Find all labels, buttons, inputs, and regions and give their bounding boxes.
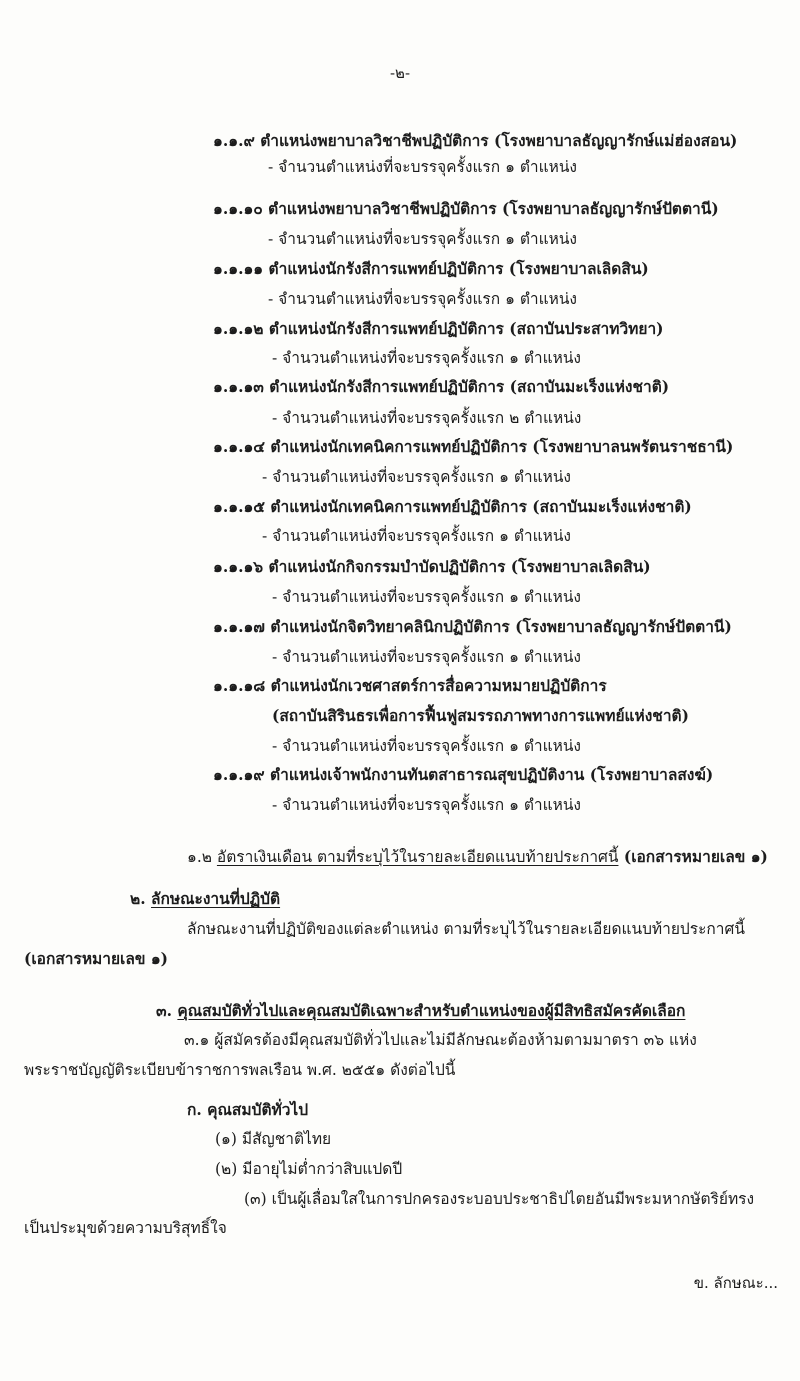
page-number: -๒- bbox=[389, 64, 411, 82]
position-subtitle: (สถาบันสิรินธรเพื่อการฟื้นฟูสมรรถภาพทางการแพทย์แห่งชาติ) bbox=[272, 706, 689, 725]
salary-paragraph bbox=[187, 846, 768, 868]
section-2-title: ลักษณะงานที่ปฏิบัติ bbox=[151, 889, 281, 908]
position-title: ๑.๑.๑๑ ตำแหน่งนักรังสีการแพทย์ปฏิบัติการ (โรงพยาบาลเลิดสิน) bbox=[213, 259, 649, 278]
general-qualifications-heading: ก. คุณสมบัติทั่วไป bbox=[187, 1100, 309, 1119]
position-title: ๑.๑.๑๒ ตำแหน่งนักรังสีการแพทย์ปฏิบัติการ (สถาบันประสาทวิทยา) bbox=[213, 319, 664, 338]
position-title: ๑.๑.๑๘ ตำแหน่งนักเวชศาสตร์การสื่อความหมายปฏิบัติการ bbox=[213, 676, 607, 695]
qualification-item-2: (๒) มีอายุไม่ต่ำกว่าสิบแปดปี bbox=[215, 1160, 403, 1178]
section-2-line-1: ลักษณะงานที่ปฏิบัติของแต่ละตำแหน่ง ตามที่ระบุไว้ในรายละเอียดแนบท้ายประกาศนี้ bbox=[187, 920, 745, 938]
position-count: - จำนวนตำแหน่งที่จะบรรจุครั้งแรก ๑ ตำแหน่ง bbox=[272, 737, 581, 755]
qualification-item-3-line-1: (๓) เป็นผู้เลื่อมใสในการปกครองระบอบประชาธิปไตยอันมีพระมหากษัตริย์ทรง bbox=[244, 1190, 755, 1208]
position-count: - จำนวนตำแหน่งที่จะบรรจุครั้งแรก ๑ ตำแหน่ง bbox=[268, 158, 577, 176]
position-count: - จำนวนตำแหน่งที่จะบรรจุครั้งแรก ๑ ตำแหน่ง bbox=[262, 527, 571, 545]
position-title: ๑.๑.๑๖ ตำแหน่งนักกิจกรรมบำบัดปฏิบัติการ (โรงพยาบาลเลิดสิน) bbox=[213, 557, 651, 576]
qualification-item-3-line-2: เป็นประมุขด้วยความบริสุทธิ์ใจ bbox=[24, 1219, 227, 1237]
position-count: - จำนวนตำแหน่งที่จะบรรจุครั้งแรก ๑ ตำแหน่ง bbox=[262, 468, 571, 486]
position-title: ๑.๑.๑๕ ตำแหน่งนักเทคนิคการแพทย์ปฏิบัติการ (สถาบันมะเร็งแห่งชาติ) bbox=[213, 497, 692, 516]
position-title: ๑.๑.๑๔ ตำแหน่งนักเทคนิคการแพทย์ปฏิบัติการ (โรงพยาบาลนพรัตนราชธานี) bbox=[213, 437, 734, 456]
salary-reference: (เอกสารหมายเลข ๑) bbox=[618, 847, 768, 866]
section-3-paragraph-line-1: ๓.๑ ผู้สมัครต้องมีคุณสมบัติทั่วไปและไม่มีลักษณะต้องห้ามตามมาตรา ๓๖ แห่ง bbox=[184, 1031, 697, 1049]
position-title: ๑.๑.๙ ตำแหน่งพยาบาลวิชาชีพปฏิบัติการ (โรงพยาบาลธัญญารักษ์แม่ฮ่องสอน) bbox=[213, 131, 738, 150]
section-3-title: คุณสมบัติทั่วไปและคุณสมบัติเฉพาะสำหรับตำแหน่งของผู้มีสิทธิสมัครคัดเลือก bbox=[177, 1001, 686, 1020]
position-count: - จำนวนตำแหน่งที่จะบรรจุครั้งแรก ๑ ตำแหน่ง bbox=[272, 349, 581, 367]
continuation-note: ข. ลักษณะ... bbox=[693, 1274, 778, 1292]
section-2-line-2: (เอกสารหมายเลข ๑) bbox=[24, 949, 168, 968]
section-3-number: ๓. bbox=[156, 1001, 178, 1020]
position-title: ๑.๑.๑๓ ตำแหน่งนักรังสีการแพทย์ปฏิบัติการ (สถาบันมะเร็งแห่งชาติ) bbox=[213, 377, 670, 396]
position-count: - จำนวนตำแหน่งที่จะบรรจุครั้งแรก ๑ ตำแหน่ง bbox=[268, 290, 577, 308]
salary-prefix: ๑.๒ bbox=[187, 848, 217, 866]
section-2-number: ๒. bbox=[130, 889, 152, 908]
position-count: - จำนวนตำแหน่งที่จะบรรจุครั้งแรก ๑ ตำแหน่ง bbox=[272, 796, 581, 814]
qualification-item-1: (๑) มีสัญชาติไทย bbox=[215, 1130, 332, 1148]
position-count: - จำนวนตำแหน่งที่จะบรรจุครั้งแรก ๑ ตำแหน่ง bbox=[268, 230, 577, 248]
position-count: - จำนวนตำแหน่งที่จะบรรจุครั้งแรก ๑ ตำแหน่ง bbox=[272, 588, 581, 606]
salary-text: อัตราเงินเดือน ตามที่ระบุไว้ในรายละเอียดแนบท้ายประกาศนี้ bbox=[216, 848, 619, 866]
position-count: - จำนวนตำแหน่งที่จะบรรจุครั้งแรก ๑ ตำแหน่ง bbox=[272, 648, 581, 666]
position-title: ๑.๑.๑๐ ตำแหน่งพยาบาลวิชาชีพปฏิบัติการ (โรงพยาบาลธัญญารักษ์ปัตตานี) bbox=[213, 199, 719, 218]
section-2-heading bbox=[130, 888, 280, 910]
position-count: - จำนวนตำแหน่งที่จะบรรจุครั้งแรก ๒ ตำแหน่ง bbox=[272, 409, 582, 427]
section-3-heading bbox=[156, 1000, 685, 1022]
position-title: ๑.๑.๑๙ ตำแหน่งเจ้าพนักงานทันตสาธารณสุขปฏิบัติงาน (โรงพยาบาลสงฆ์) bbox=[213, 765, 714, 784]
position-title: ๑.๑.๑๗ ตำแหน่งนักจิตวิทยาคลินิกปฏิบัติการ (โรงพยาบาลธัญญารักษ์ปัตตานี) bbox=[213, 617, 732, 636]
section-3-paragraph-line-2: พระราชบัญญัติระเบียบข้าราชการพลเรือน พ.ศ. ๒๕๕๑ ดังต่อไปนี้ bbox=[24, 1061, 456, 1079]
